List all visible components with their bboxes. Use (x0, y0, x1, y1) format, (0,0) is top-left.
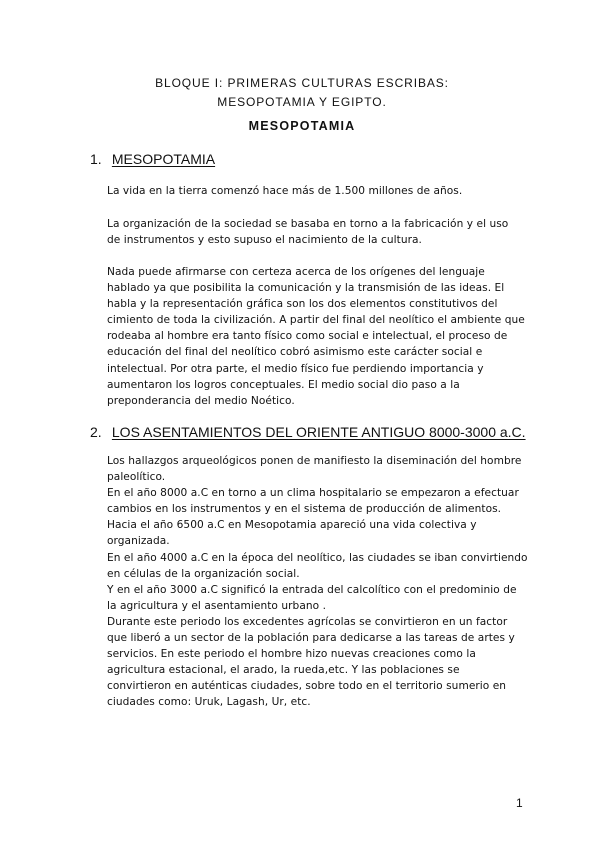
paragraph (107, 216, 527, 248)
paragraph-line: convirtieron en auténticas ciudades, sobre todo en el territorio sumerio en (107, 680, 507, 693)
paragraph-line: hablado ya que posibilita la comunicación y la transmisión de las ideas. El (107, 282, 505, 295)
paragraph-line: organizada. (107, 535, 170, 548)
section-number: 1. (90, 151, 102, 167)
paragraph (107, 183, 527, 199)
page-number: 1 (516, 796, 523, 810)
paragraph-line: que liberó a un sector de la población para dedicarse a las tareas de artes y (107, 632, 515, 645)
document-title-line-1: BLOQUE I: PRIMERAS CULTURAS ESCRIBAS: (155, 76, 449, 90)
paragraph-line: la agricultura y el asentamiento urbano . (107, 599, 326, 612)
document-title-line-3: MESOPOTAMIA (248, 119, 356, 133)
paragraph-line: Y en el año 3000 a.C significó la entrada del calcolítico con el predominio de (107, 583, 517, 596)
paragraph-line: educación del final del neolítico cobró asimismo este carácter social e (107, 346, 483, 359)
section-heading-2 (90, 424, 526, 440)
paragraph-line: Hacia el año 6500 a.C en Mesopotamia apareció una vida colectiva y (107, 519, 477, 532)
paragraph-line: aumentaron los logros conceptuales. El medio social dio paso a la (107, 378, 460, 391)
paragraph-line: La organización de la sociedad se basaba en torno a la fabricación y el uso (107, 218, 509, 230)
paragraph-line: paleolítico. (107, 471, 166, 484)
paragraph (107, 453, 527, 711)
paragraph-line: ciudades como: Uruk, Lagash, Ur, etc. (107, 696, 311, 709)
paragraph-line: Durante este periodo los excedentes agrícolas se convirtieron en un factor (107, 615, 508, 628)
paragraph-line: de instrumentos y esto supuso el nacimiento de la cultura. (107, 234, 422, 247)
section-title: MESOPOTAMIA (111, 151, 216, 167)
paragraph-line: preponderancia del medio Noético. (107, 394, 295, 407)
paragraph-line: La vida en la tierra comenzó hace más de 1.500 millones de años. (107, 185, 463, 197)
section-heading-1 (90, 151, 215, 167)
paragraph (107, 264, 527, 409)
paragraph-line: cimiento de toda la civilización. A partir del final del neolítico el ambiente que (107, 314, 525, 327)
document-title-line-2: MESOPOTAMIA Y EGIPTO. (217, 95, 387, 109)
paragraph-line: rodeaba al hombre era tanto físico como social e intelectual, el proceso de (107, 330, 508, 343)
paragraph-line: agricultura estacional, el arado, la rueda,etc. Y las poblaciones se (107, 664, 460, 677)
paragraph-line: En el año 4000 a.C en la época del neolítico, las ciudades se iban convirtiendo (107, 551, 528, 564)
paragraph-line: Los hallazgos arqueológicos ponen de manifiesto la diseminación del hombre (107, 455, 522, 467)
paragraph-line: habla y la representación gráfica son los dos elementos constitutivos del (107, 298, 498, 311)
paragraph-line: Nada puede afirmarse con certeza acerca de los orígenes del lenguaje (107, 266, 485, 278)
paragraph-line: servicios. En este periodo el hombre hizo nuevas creaciones como la (107, 648, 476, 661)
paragraph-line: en células de la organización social. (107, 567, 300, 580)
paragraph-line: cambios en los instrumentos y en el sistema de producción de alimentos. (107, 503, 502, 516)
section-number: 2. (90, 424, 102, 440)
paragraph-line: intelectual. Por otra parte, el medio físico fue perdiendo importancia y (107, 362, 484, 375)
paragraph-line: En el año 8000 a.C en torno a un clima hospitalario se empezaron a efectuar (107, 487, 519, 500)
section-title: LOS ASENTAMIENTOS DEL ORIENTE ANTIGUO 8000-3000 a.C. (111, 424, 526, 440)
